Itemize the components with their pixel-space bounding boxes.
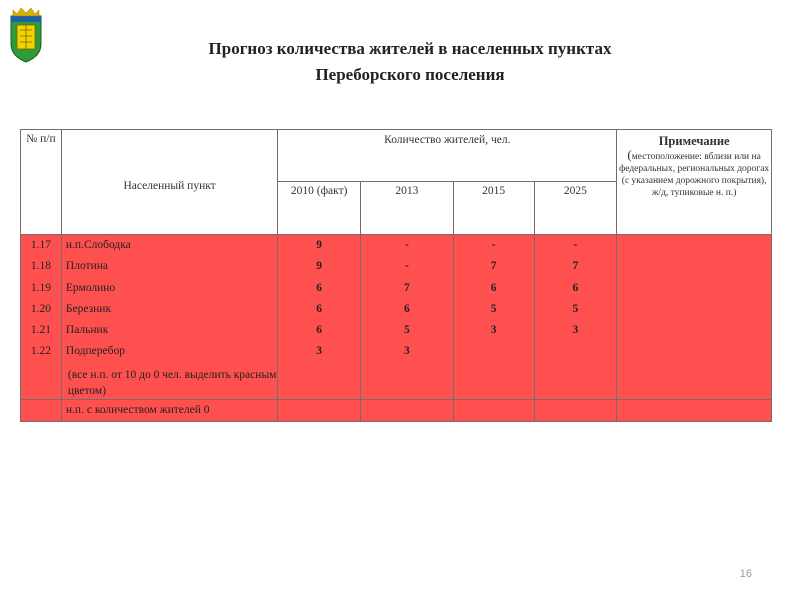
row-num: 1.21 [30,324,52,337]
row-num: 1.19 [30,281,52,294]
title-line-2: Переборского поселения [315,65,505,84]
value-cell: 3 [316,345,323,358]
col-2015 [453,235,534,400]
value-cell: 9 [316,239,323,251]
zero-row-num [21,399,62,421]
zero-population-row [21,399,772,421]
value-cell: 6 [316,281,323,294]
col-2013 [361,235,454,400]
value-cell [535,341,617,362]
row-name: н.п.Слободка [65,239,131,251]
row-name: Пальник [65,324,109,337]
row-num: 1.20 [30,302,52,315]
year-2010: 2010 (факт) [278,182,361,235]
settlements-row [21,235,772,400]
zero-row-cell [361,399,454,421]
row-name: Березник [65,302,112,315]
zero-row-cell [534,399,617,421]
row-name: Ермолино [65,281,116,294]
coat-of-arms-icon [8,6,44,64]
year-2015: 2015 [453,182,534,235]
value-cell: 5 [490,302,497,315]
page-title [60,36,760,88]
zero-row-cell [617,399,772,421]
header-num: № п/п [21,130,62,235]
value-cell: 5 [404,324,410,337]
value-cell: 6 [404,302,410,315]
value-cell: - [491,239,496,251]
red-highlight-note: (все н.п. от 10 до 0 чел. выделить красным цветом) [67,368,277,397]
name-column [61,235,277,400]
value-cell: 6 [316,302,323,315]
header-name: Населенный пункт [61,130,277,235]
value-cell: 6 [490,281,497,294]
value-cell: 6 [316,324,323,337]
year-2025: 2025 [534,182,617,235]
value-cell: 6 [572,281,579,294]
value-cell: 3 [572,324,579,337]
value-cell: 3 [490,324,497,337]
row-num: 1.17 [30,239,52,251]
row-num: 1.22 [30,345,52,358]
value-cell: - [404,239,409,251]
zero-row-label: н.п. с количеством жителей 0 [61,399,277,421]
col-2025 [534,235,617,400]
row-name: Плотина [65,260,108,273]
num-column [21,235,62,400]
header-row [21,130,772,182]
value-cell: 7 [572,260,579,273]
year-2013: 2013 [361,182,454,235]
page-number: 16 [739,568,752,580]
value-cell: 3 [404,345,410,358]
header-note [617,130,772,235]
value-cell [454,341,534,362]
zero-row-cell [453,399,534,421]
note-title: Примечание [658,134,730,148]
value-cell: 7 [490,260,497,273]
value-cell: 9 [316,260,323,273]
note-description: (местоположение: вблизи или на федеральных, региональных дорогах (с указанием дорожного покрытия), ж/д, тупиковые н. п.) [619,147,770,198]
value-cell: - [404,260,409,273]
zero-row-cell [278,399,361,421]
col-2010 [278,235,361,400]
title-line-1: Прогноз количества жителей в населенных пунктах [208,39,612,58]
row-num: 1.18 [30,260,52,273]
row-name: Подперебор [65,345,125,358]
value-cell: 7 [404,281,410,294]
value-cell: 5 [572,302,579,315]
population-table [20,129,772,422]
header-count: Количество жителей, чел. [278,130,617,182]
note-cell [617,235,772,400]
value-cell: - [573,239,578,251]
